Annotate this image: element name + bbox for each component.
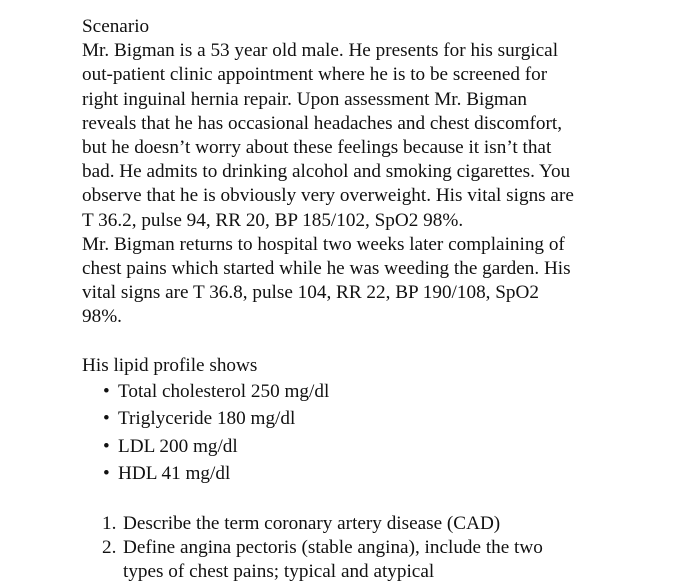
lipid-item-text: LDL 200 mg/dl [118,435,238,457]
paragraph-line: chest pains which started while he was weeding the garden. His [82,258,571,280]
question-number: 2. [102,537,117,559]
document-body [82,15,682,584]
question-item [82,512,682,536]
lipid-profile-heading: His lipid profile shows [82,354,258,376]
question-item [82,536,682,584]
scenario-heading: Scenario [82,16,150,37]
blank-line [82,488,682,512]
question-number: 1. [102,512,117,534]
lipid-item-text: Total cholesterol 250 mg/dl [118,380,330,402]
bullet-icon: • [103,380,110,402]
bullet-icon: • [103,463,110,485]
bullet-icon: • [103,408,110,430]
list-item [82,460,682,488]
lipid-profile-list [82,378,682,488]
paragraph-line: 98%. [82,306,122,328]
list-item [82,433,682,461]
scenario-paragraph-2 [82,233,682,330]
question-text: Describe the term coronary artery disease (CAD) [123,512,501,534]
scenario-paragraph-1 [82,39,682,233]
lipid-item-text: HDL 41 mg/dl [118,463,231,485]
paragraph-line: reveals that he has occasional headaches and chest discomfort, [82,112,563,134]
blank-line [82,330,682,354]
bullet-icon: • [103,435,110,457]
paragraph-line: out-patient clinic appointment where he is to be screened for [82,64,548,86]
paragraph-line: bad. He admits to drinking alcohol and smoking cigarettes. You [82,161,571,183]
paragraph-line: Mr. Bigman is a 53 year old male. He presents for his surgical [82,40,559,62]
list-item [82,405,682,433]
questions-list [82,512,682,584]
lipid-item-text: Triglyceride 180 mg/dl [118,408,296,430]
paragraph-line: Mr. Bigman returns to hospital two weeks later complaining of [82,233,565,255]
paragraph-line: but he doesn’t worry about these feelings because it isn’t that [82,137,552,159]
question-text-continued: types of chest pains; typical and atypical [123,561,435,583]
list-item [82,378,682,406]
question-text: Define angina pectoris (stable angina), include the two [123,537,543,559]
paragraph-line: T 36.2, pulse 94, RR 20, BP 185/102, SpO2 98%. [82,209,464,231]
paragraph-line: vital signs are T 36.8, pulse 104, RR 22, BP 190/108, SpO2 [82,282,539,304]
paragraph-line: right inguinal hernia repair. Upon assessment Mr. Bigman [82,88,527,110]
paragraph-line: observe that he is obviously very overweight. His vital signs are [82,185,574,207]
